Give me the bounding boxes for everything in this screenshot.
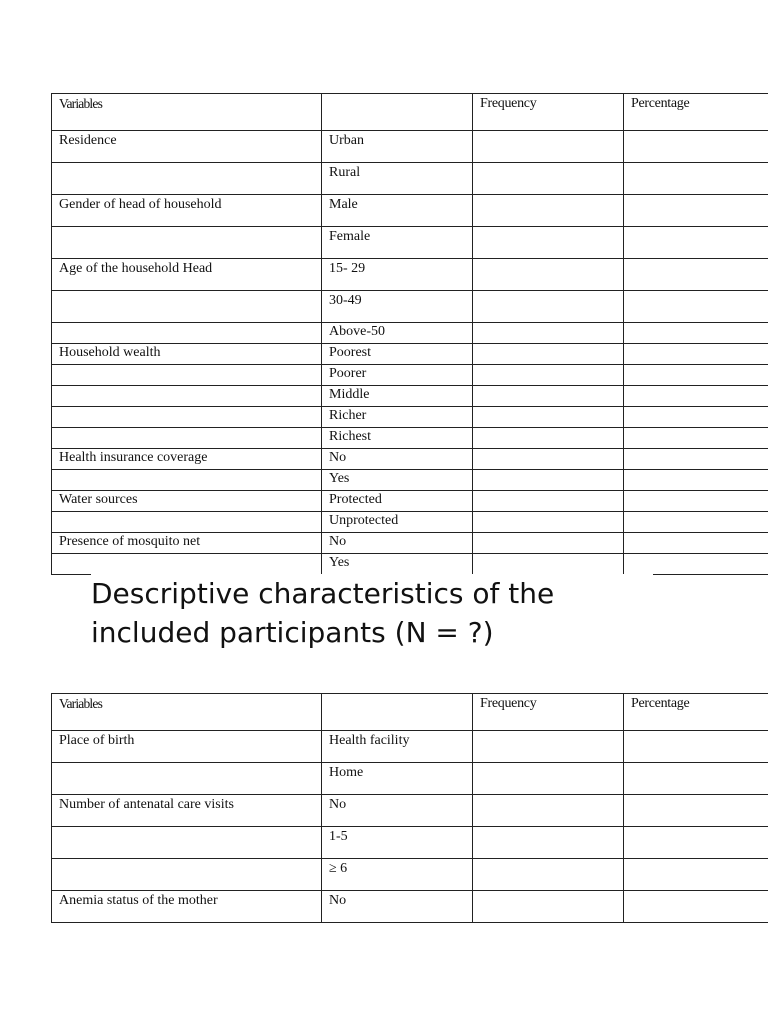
percentage-cell <box>624 365 768 386</box>
frequency-cell <box>473 533 624 554</box>
frequency-cell <box>473 554 624 575</box>
frequency-cell <box>473 795 624 827</box>
category-cell: No <box>322 891 473 923</box>
table-row <box>52 259 768 291</box>
percentage-cell <box>624 291 768 323</box>
variable-cell <box>52 554 322 575</box>
variable-cell <box>52 428 322 449</box>
percentage-cell <box>624 491 768 512</box>
percentage-cell <box>624 859 768 891</box>
frequency-cell <box>473 227 624 259</box>
frequency-cell <box>473 291 624 323</box>
category-cell: Rural <box>322 163 473 195</box>
frequency-cell <box>473 859 624 891</box>
percentage-cell <box>624 163 768 195</box>
table-row <box>52 386 768 407</box>
percentage-cell <box>624 449 768 470</box>
header-percentage: Percentage <box>624 694 768 731</box>
table-header-row <box>52 94 768 131</box>
frequency-cell <box>473 827 624 859</box>
table-row <box>52 323 768 344</box>
variable-cell <box>52 827 322 859</box>
percentage-cell <box>624 891 768 923</box>
frequency-cell <box>473 195 624 227</box>
frequency-cell <box>473 163 624 195</box>
table-row <box>52 491 768 512</box>
percentage-cell <box>624 470 768 491</box>
percentage-cell <box>624 386 768 407</box>
percentage-cell <box>624 731 768 763</box>
variable-cell: Presence of mosquito net <box>52 533 322 554</box>
table-row <box>52 449 768 470</box>
table-header-row <box>52 694 768 731</box>
percentage-cell <box>624 428 768 449</box>
percentage-cell <box>624 554 768 575</box>
percentage-cell <box>624 259 768 291</box>
table-row <box>52 859 768 891</box>
table-row <box>52 512 768 533</box>
category-cell: Poorer <box>322 365 473 386</box>
category-cell: Male <box>322 195 473 227</box>
table-row <box>52 344 768 365</box>
category-cell: Richer <box>322 407 473 428</box>
header-category <box>322 94 473 131</box>
frequency-cell <box>473 449 624 470</box>
table-caption: Descriptive characteristics of the included participants (N = ?) <box>91 574 653 652</box>
frequency-cell <box>473 365 624 386</box>
percentage-cell <box>624 533 768 554</box>
table-row <box>52 891 768 923</box>
percentage-cell <box>624 763 768 795</box>
frequency-cell <box>473 407 624 428</box>
header-category <box>322 694 473 731</box>
category-cell: Richest <box>322 428 473 449</box>
header-variables: Variables <box>52 94 322 131</box>
category-cell: Female <box>322 227 473 259</box>
variable-cell <box>52 512 322 533</box>
table-row <box>52 163 768 195</box>
variable-cell: Household wealth <box>52 344 322 365</box>
category-cell: 30-49 <box>322 291 473 323</box>
category-cell: No <box>322 533 473 554</box>
frequency-cell <box>473 131 624 163</box>
category-cell: Unprotected <box>322 512 473 533</box>
variable-cell <box>52 163 322 195</box>
variable-cell <box>52 365 322 386</box>
variable-cell: Water sources <box>52 491 322 512</box>
variable-cell: Anemia status of the mother <box>52 891 322 923</box>
percentage-cell <box>624 323 768 344</box>
table-row <box>52 731 768 763</box>
frequency-cell <box>473 491 624 512</box>
variable-cell: Number of antenatal care visits <box>52 795 322 827</box>
frequency-cell <box>473 763 624 795</box>
table-row <box>52 407 768 428</box>
frequency-cell <box>473 512 624 533</box>
variable-cell: Place of birth <box>52 731 322 763</box>
category-cell: Above-50 <box>322 323 473 344</box>
frequency-cell <box>473 731 624 763</box>
variable-cell <box>52 407 322 428</box>
percentage-cell <box>624 407 768 428</box>
category-cell: Urban <box>322 131 473 163</box>
percentage-cell <box>624 131 768 163</box>
variable-cell <box>52 291 322 323</box>
variable-cell: Gender of head of household <box>52 195 322 227</box>
table-row <box>52 554 768 575</box>
percentage-cell <box>624 195 768 227</box>
category-cell: 1-5 <box>322 827 473 859</box>
table-row <box>52 291 768 323</box>
percentage-cell <box>624 512 768 533</box>
variable-cell <box>52 386 322 407</box>
variable-cell <box>52 763 322 795</box>
frequency-cell <box>473 323 624 344</box>
table-row <box>52 533 768 554</box>
category-cell: Poorest <box>322 344 473 365</box>
variable-cell <box>52 470 322 491</box>
category-cell: Middle <box>322 386 473 407</box>
table-row <box>52 227 768 259</box>
percentage-cell <box>624 827 768 859</box>
category-cell: Protected <box>322 491 473 512</box>
category-cell: Yes <box>322 470 473 491</box>
table-row <box>52 131 768 163</box>
frequency-cell <box>473 470 624 491</box>
frequency-cell <box>473 344 624 365</box>
category-cell: Yes <box>322 554 473 575</box>
header-frequency: Frequency <box>473 694 624 731</box>
table-row <box>52 428 768 449</box>
variable-cell: Residence <box>52 131 322 163</box>
category-cell: Home <box>322 763 473 795</box>
table-row <box>52 827 768 859</box>
frequency-cell <box>473 428 624 449</box>
category-cell: No <box>322 449 473 470</box>
household-characteristics-table <box>51 93 768 575</box>
table-row <box>52 365 768 386</box>
variable-cell: Health insurance coverage <box>52 449 322 470</box>
category-cell: ≥ 6 <box>322 859 473 891</box>
percentage-cell <box>624 795 768 827</box>
frequency-cell <box>473 891 624 923</box>
variable-cell: Age of the household Head <box>52 259 322 291</box>
header-frequency: Frequency <box>473 94 624 131</box>
category-cell: No <box>322 795 473 827</box>
header-percentage: Percentage <box>624 94 768 131</box>
frequency-cell <box>473 259 624 291</box>
table-row <box>52 763 768 795</box>
frequency-cell <box>473 386 624 407</box>
table-row <box>52 195 768 227</box>
header-variables: Variables <box>52 694 322 731</box>
variable-cell <box>52 227 322 259</box>
table-row <box>52 795 768 827</box>
variable-cell <box>52 323 322 344</box>
table-row <box>52 470 768 491</box>
percentage-cell <box>624 344 768 365</box>
variable-cell <box>52 859 322 891</box>
category-cell: Health facility <box>322 731 473 763</box>
percentage-cell <box>624 227 768 259</box>
maternal-characteristics-table <box>51 693 768 923</box>
category-cell: 15- 29 <box>322 259 473 291</box>
